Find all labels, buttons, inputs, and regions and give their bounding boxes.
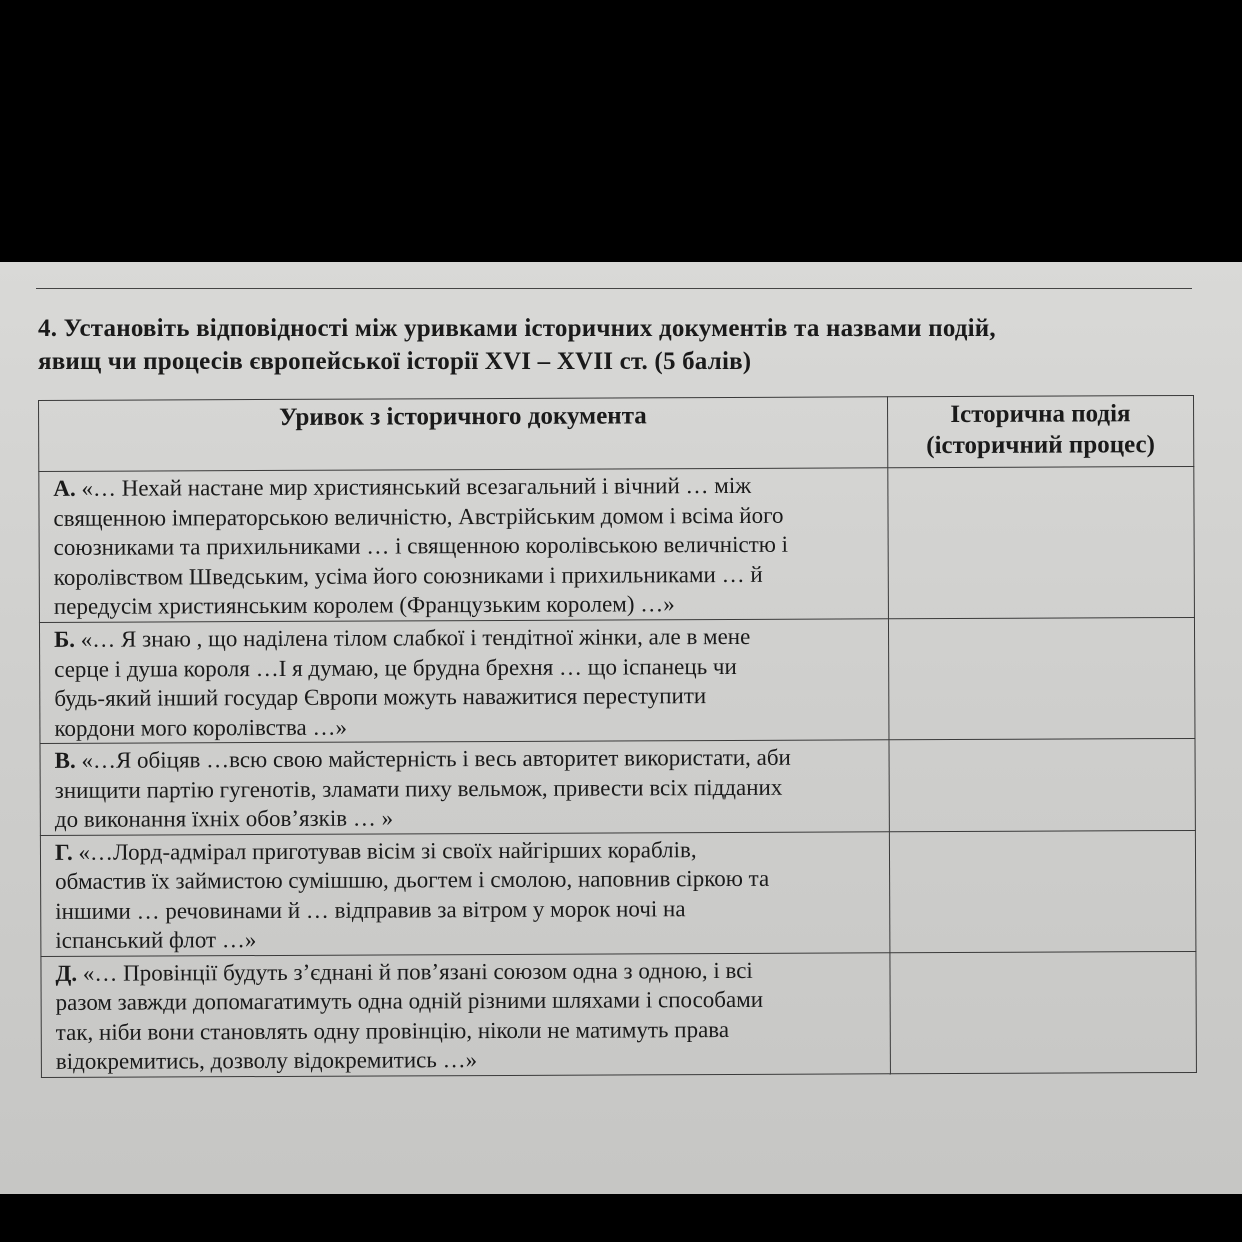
header-event	[887, 395, 1194, 467]
excerpt-line: серце і душа короля …І я думаю, це брудна брехня … що іспанець чи	[54, 653, 737, 682]
question-line-2: явищ чи процесів європейської історії XVI – XVII ст. (5 балів)	[38, 348, 752, 375]
excerpt-line: відокремитись, дозволу відокремитись …»	[55, 1047, 478, 1074]
answer-cell-a[interactable]	[888, 466, 1195, 618]
table-row	[39, 617, 1195, 743]
top-divider	[36, 288, 1192, 289]
header-event-line-2: (історичний процес)	[926, 431, 1155, 460]
excerpt-cell-d	[40, 831, 889, 956]
question-title	[38, 312, 1218, 378]
answer-cell-d[interactable]	[889, 830, 1196, 952]
row-letter: Д.	[55, 960, 78, 986]
row-letter: В.	[54, 747, 76, 773]
excerpt-line: священною імператорською величністю, Австрійським домом і всіма його	[53, 502, 784, 531]
excerpt-line: обмастив їх займистою сумішшю, дьогтем і смолою, наповнив сіркою та	[55, 865, 770, 894]
excerpt-line: іспанський флот …»	[55, 927, 257, 953]
excerpt-line: будь-який інший государ Європи можуть наважитися переступити	[54, 683, 707, 711]
excerpt-line: «…Я обіцяв …всю свою майстерність і весь авторитет використати, аби	[81, 744, 791, 773]
excerpt-line: «… Провінції будуть з’єднані й пов’язані союзом одна з одною, і всі	[82, 957, 753, 986]
table-row	[40, 738, 1195, 835]
answer-cell-e[interactable]	[890, 951, 1197, 1073]
excerpt-line: знищити партію гугенотів, зламати пиху вельмож, привести всіх підданих	[54, 774, 783, 803]
excerpt-line: передусім християнським королем (Французьким королем) …»	[53, 591, 675, 619]
excerpt-line: кордони мого королівства …»	[54, 714, 347, 741]
table-row	[40, 830, 1196, 956]
excerpt-cell-c	[40, 740, 889, 835]
excerpt-line: «…Лорд-адмірал приготував вісім зі своїх найгірших кораблів,	[78, 836, 697, 865]
row-letter: Б.	[53, 626, 76, 652]
answer-cell-b[interactable]	[888, 617, 1195, 739]
row-letter: Г.	[54, 839, 73, 865]
question-line-1: 4. Установіть відповідності між уривками історичних документів та назвами подій,	[38, 315, 996, 342]
row-letter: А.	[53, 475, 76, 501]
excerpt-line: так, ніби вони становлять одну провінцію, ніколи не матимуть права	[55, 1016, 730, 1045]
excerpt-cell-b	[39, 619, 888, 744]
excerpt-line: «… Нехай настане мир християнський всезагальний і вічний … між	[81, 472, 752, 501]
answer-cell-c[interactable]	[889, 738, 1196, 831]
excerpt-line: союзниками та прихильниками … і священною королівською величністю і	[53, 531, 789, 560]
header-event-line-1: Історична подія	[950, 400, 1131, 429]
table-row	[39, 466, 1195, 622]
excerpt-line: королівством Шведським, усіма його союзниками і прихильниками … й	[53, 561, 763, 590]
excerpt-line: до виконання їхніх обов’язків … »	[54, 805, 394, 832]
excerpt-line: іншими … речовинами й … відправив за вітром у морок ночі на	[55, 895, 686, 924]
matching-table	[38, 395, 1197, 1078]
worksheet-page	[0, 262, 1242, 1194]
excerpt-line: разом завжди допомагатимуть одна одній різними шляхами і способами	[55, 986, 764, 1015]
excerpt-cell-a	[39, 468, 888, 623]
header-excerpt: Уривок з історичного документа	[39, 397, 888, 472]
table-header-row	[39, 395, 1194, 471]
excerpt-cell-e	[41, 952, 890, 1077]
excerpt-line: «… Я знаю , що наділена тілом слабкої і тендітної жінки, але в мене	[80, 623, 751, 652]
table-row	[41, 951, 1197, 1077]
